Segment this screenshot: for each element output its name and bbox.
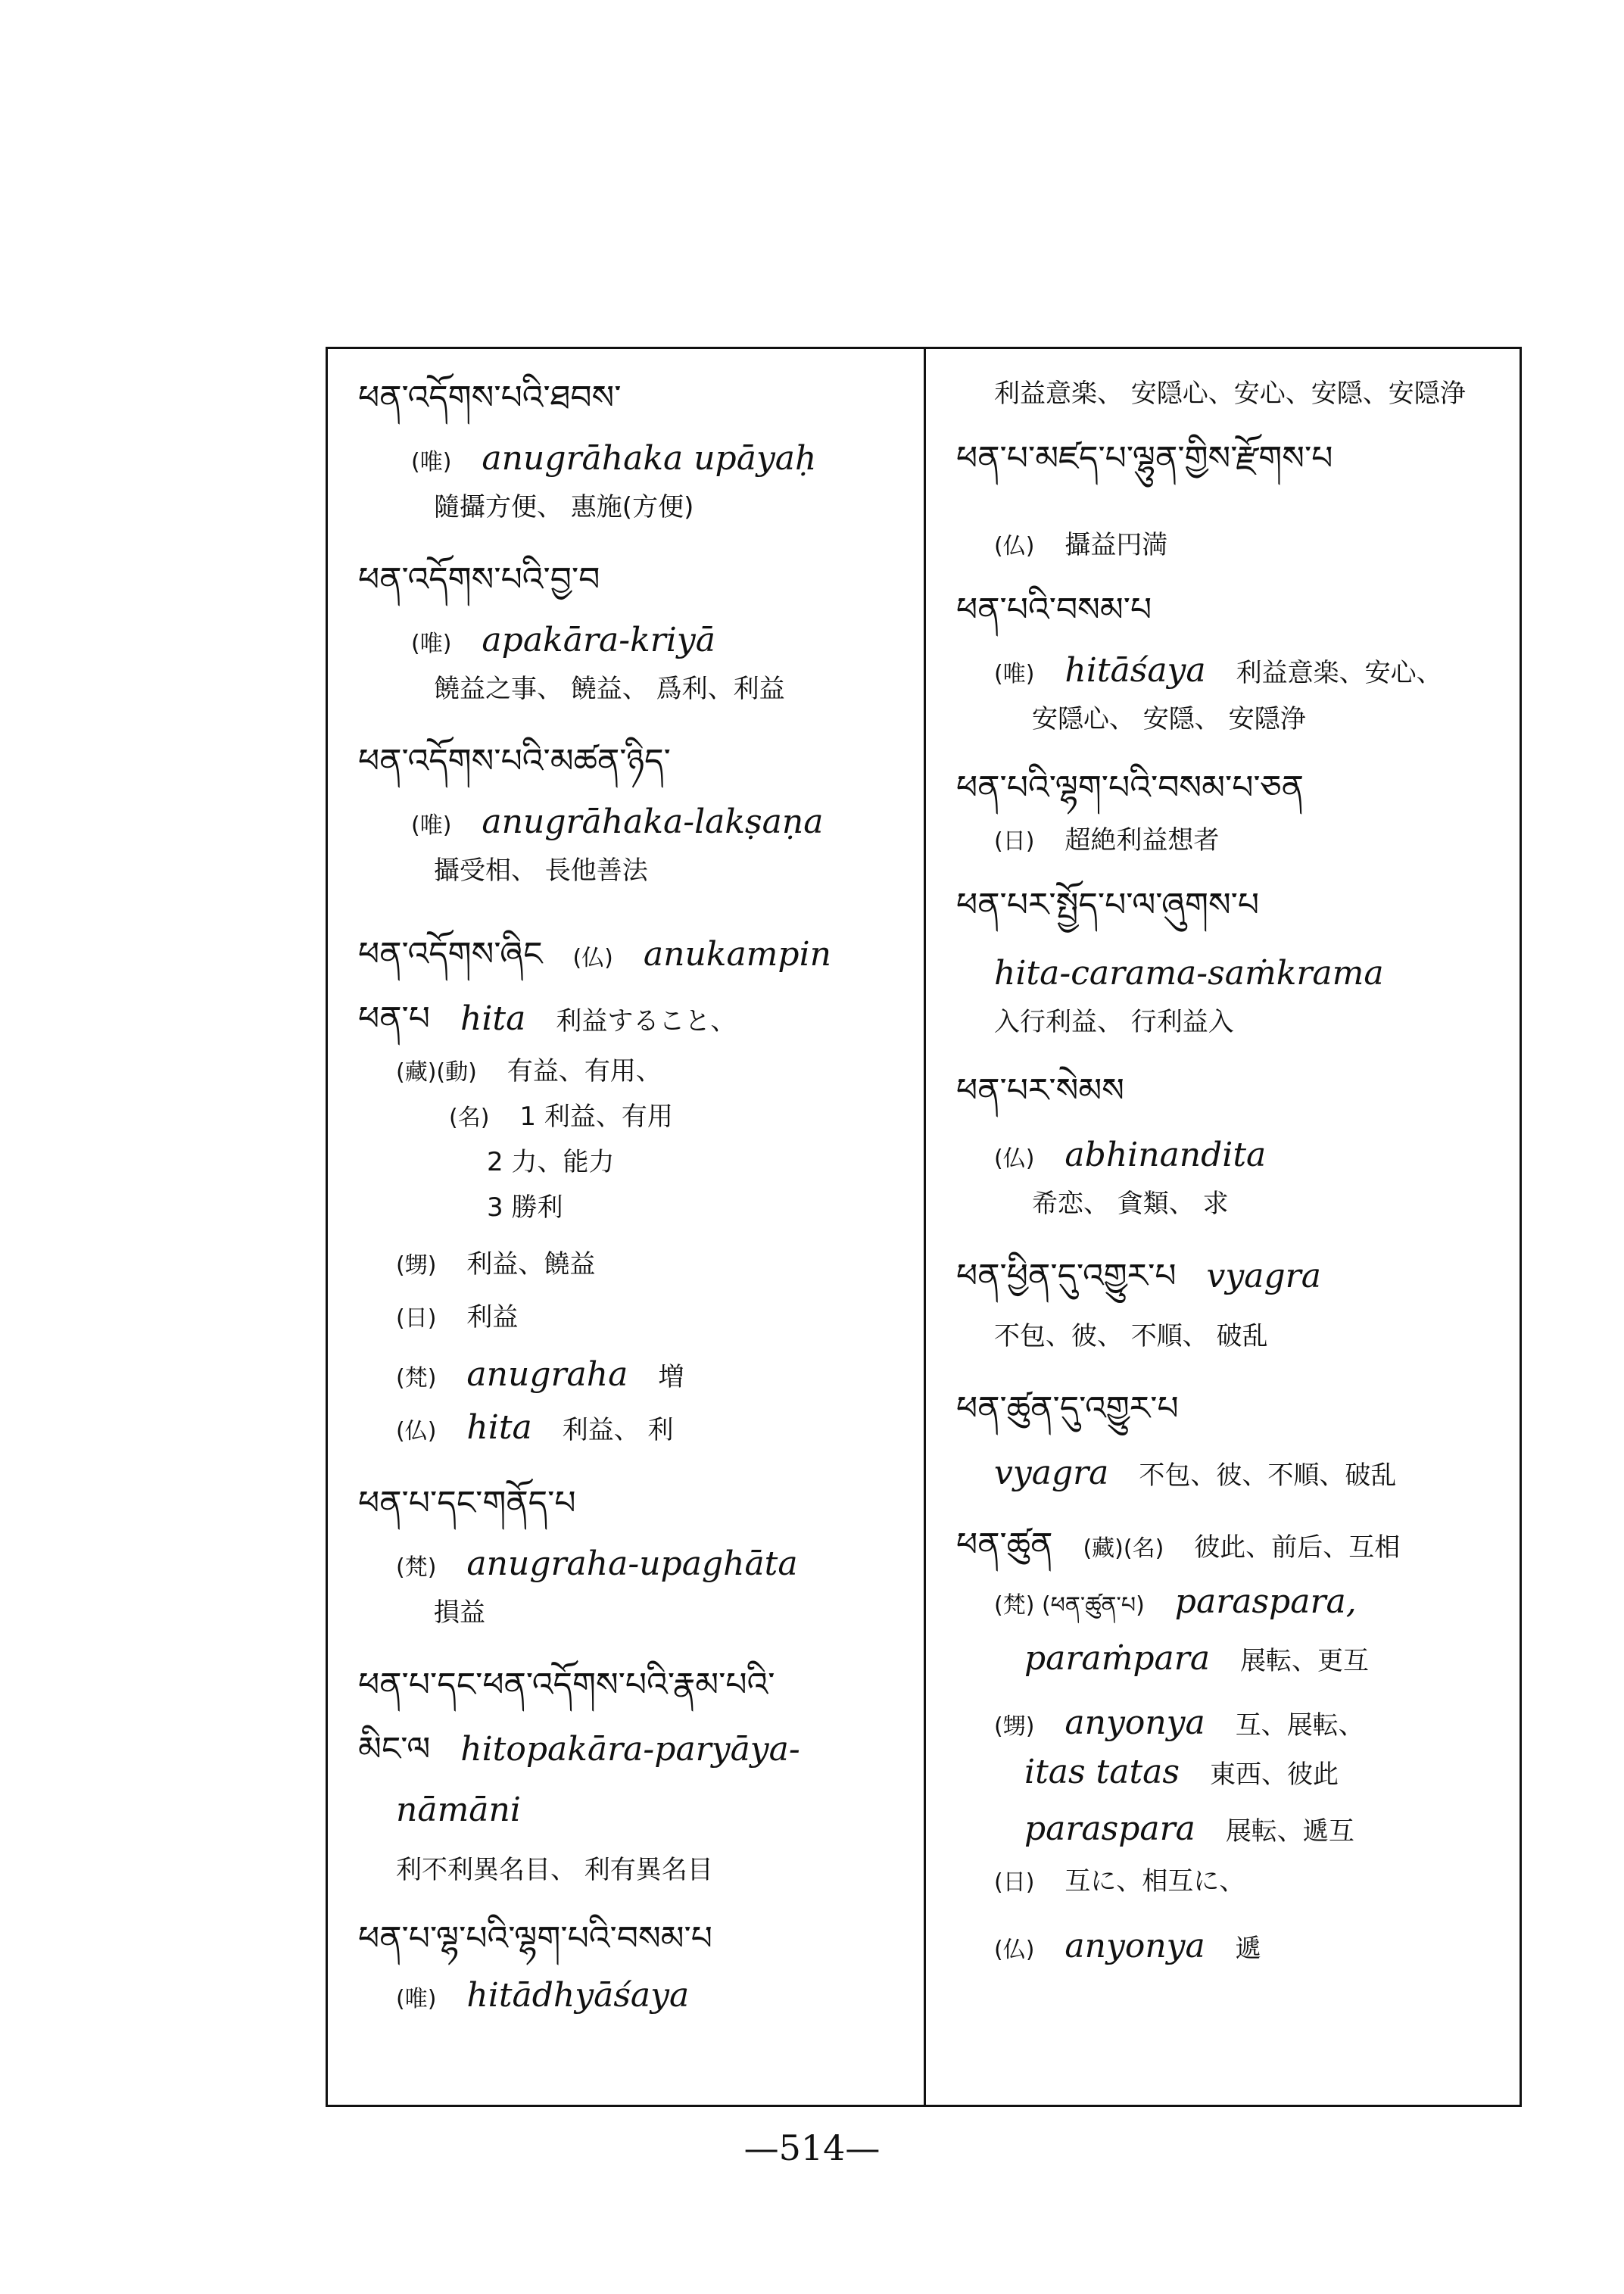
sanskrit-term: anukampin xyxy=(643,935,831,974)
source-tag: (仏) xyxy=(994,1145,1035,1172)
tibetan-headword: ཕན་པ xyxy=(358,999,430,1038)
entry-line xyxy=(396,1856,713,1885)
sanskrit-term: anugrāhaka upāyaḥ xyxy=(482,439,817,478)
sanskrit-term: anyonya xyxy=(1064,1927,1205,1965)
gloss-text: 互、展転、 xyxy=(1235,1710,1364,1741)
tibetan-headword: ཕན་འདོགས་པའི་ཐབས་ xyxy=(358,379,622,417)
entry-line xyxy=(994,1583,1357,1622)
entry-line xyxy=(358,1666,775,1705)
gloss-text: 利益意楽、安心、 xyxy=(1236,658,1442,688)
entry-line xyxy=(396,1977,689,2015)
source-tag: (梵) xyxy=(396,1365,437,1392)
entry-line xyxy=(994,1322,1268,1351)
gloss-text: 利益意楽、 安隠心、安心、安隠、安隠浄 xyxy=(994,379,1466,409)
source-tag: (日) xyxy=(396,1305,437,1332)
sanskrit-term: nāmāni xyxy=(396,1791,521,1829)
gloss-text: 利益、饒益 xyxy=(466,1249,596,1279)
entry-line xyxy=(994,1928,1261,1966)
entry-line xyxy=(956,591,1152,630)
source-tag: (仏) xyxy=(994,533,1035,559)
tibetan-headword: ཕན་པ་དང་ཕན་འདོགས་པའི་རྣམ་པའི་ xyxy=(358,1666,775,1704)
gloss-text: 彼此、前后、互相 xyxy=(1194,1532,1401,1563)
page-number: —514— xyxy=(743,2127,881,2168)
entry-line xyxy=(956,1072,1124,1111)
source-tag: (仏) xyxy=(396,1418,437,1445)
entry-line xyxy=(956,1390,1179,1429)
entry-line xyxy=(396,1057,662,1086)
gloss-text: 損益 xyxy=(434,1597,485,1628)
entry-line xyxy=(487,1193,563,1223)
tibetan-headword: ཕན་པའི་བསམ་པ xyxy=(956,591,1152,629)
entry-line xyxy=(1024,1753,1339,1792)
entry-line xyxy=(434,856,648,886)
entry-line xyxy=(956,769,1304,808)
gloss-text: 饒益之事、 饒益、 爲利、利益 xyxy=(434,674,785,704)
tibetan-headword: ཕན་ཚུན་དུ་འགྱུར་པ xyxy=(956,1389,1179,1428)
source-tag: (唯) xyxy=(994,661,1035,687)
gloss-text: 展転、更互 xyxy=(1240,1646,1370,1676)
gloss-text: 攝益円満 xyxy=(1064,530,1168,560)
gloss-text: 3 勝利 xyxy=(487,1192,563,1223)
gloss-text: 東西、彼此 xyxy=(1209,1759,1339,1790)
column-divider xyxy=(924,347,926,2107)
entry-line xyxy=(358,561,600,600)
source-tag: (仏) xyxy=(994,1937,1035,1963)
entry-line xyxy=(994,379,1466,409)
sanskrit-term: anugraha-upaghāta xyxy=(466,1544,798,1583)
entry-line xyxy=(434,493,694,522)
source-tag: (藏)(動) xyxy=(396,1059,477,1086)
sanskrit-term: paraṁpara xyxy=(1024,1639,1211,1678)
source-tag: (梵) (ཕན་ཚུན་པ) xyxy=(994,1592,1145,1619)
entry-line xyxy=(358,1731,800,1769)
gloss-text: 利益すること、 xyxy=(556,1006,737,1036)
tibetan-headword: ཕན་པ་དང་གནོད་པ xyxy=(358,1484,576,1523)
entry-line xyxy=(358,379,621,418)
source-tag: (梵) xyxy=(396,1554,437,1581)
sanskrit-term: itas tatas xyxy=(1024,1753,1180,1791)
entry-line xyxy=(956,887,1259,925)
sanskrit-term: abhinandita xyxy=(1064,1136,1267,1174)
entry-line xyxy=(449,1102,673,1132)
entry-line xyxy=(358,936,831,974)
entry-line xyxy=(956,1526,1400,1565)
tibetan-headword: ཕན་པར་སྤྱོད་པ་ལ་ཞུགས་པ xyxy=(956,886,1260,924)
source-tag: (甥) xyxy=(396,1252,437,1279)
tibetan-headword: ཕན་འདོགས་པའི་བྱ་བ xyxy=(358,560,600,599)
sanskrit-term: paraspara, xyxy=(1174,1582,1357,1621)
entry-line xyxy=(994,531,1167,560)
entry-line xyxy=(1032,1189,1229,1219)
source-tag: (唯) xyxy=(411,812,452,839)
entry-line xyxy=(956,1258,1321,1296)
entry-line xyxy=(994,1867,1245,1897)
entry-line xyxy=(358,1485,576,1523)
entry-line xyxy=(396,1791,521,1830)
entry-line xyxy=(358,1000,736,1039)
entry-line xyxy=(434,1598,485,1628)
gloss-text: 展転、遞互 xyxy=(1225,1816,1354,1847)
entry-line xyxy=(994,955,1384,993)
source-tag: (名) xyxy=(449,1105,490,1131)
entry-line xyxy=(1032,705,1306,734)
gloss-text: 希恋、 貪類、 求 xyxy=(1032,1189,1229,1219)
entry-line xyxy=(411,440,816,478)
entry-line xyxy=(487,1148,614,1177)
entry-line xyxy=(1024,1640,1369,1678)
entry-line xyxy=(411,803,823,842)
source-tag: (唯) xyxy=(411,449,452,475)
source-tag: (唯) xyxy=(411,631,452,657)
gloss-text: 安隠心、 安隠、 安隠浄 xyxy=(1032,704,1306,734)
entry-line xyxy=(396,1303,518,1332)
source-tag: (甥) xyxy=(994,1713,1035,1740)
entry-line xyxy=(396,1250,595,1279)
entry-line xyxy=(358,1920,712,1959)
sanskrit-term: anugraha xyxy=(466,1355,628,1394)
tibetan-headword: མིང་ལ xyxy=(358,1730,431,1769)
sanskrit-term: hitāśaya xyxy=(1064,651,1206,690)
gloss-text: 利益 xyxy=(466,1302,519,1332)
entry-line xyxy=(358,743,671,781)
gloss-text: 遞 xyxy=(1235,1934,1261,1964)
sanskrit-term: hitopakāra-paryāya- xyxy=(460,1730,800,1769)
gloss-text: 2 力、能力 xyxy=(487,1147,615,1177)
tibetan-headword: ཕན་ཕྱིན་དུ་འགྱུར་པ xyxy=(956,1257,1177,1295)
gloss-text: 利不利異名目、 利有異名目 xyxy=(396,1855,713,1885)
entry-line xyxy=(994,1136,1266,1175)
entry-line xyxy=(1024,1810,1354,1849)
sanskrit-term: hita xyxy=(466,1408,532,1447)
source-tag: (仏) xyxy=(572,945,613,971)
sanskrit-term: vyagra xyxy=(1206,1257,1321,1295)
tibetan-headword: ཕན་པའི་ལྷག་པའི་བསམ་པ་ཅན xyxy=(956,768,1304,807)
tibetan-headword: ཕན་པར་སེམས xyxy=(956,1071,1124,1110)
tibetan-headword: ཕན་པ་མཛད་པ་ལྷུན་གྱིས་རྫོགས་པ xyxy=(956,439,1333,478)
entry-line xyxy=(994,652,1442,690)
sanskrit-term: apakāra-kriyā xyxy=(482,621,715,659)
gloss-text: 超絶利益想者 xyxy=(1064,825,1220,856)
entry-line xyxy=(396,1409,674,1448)
source-tag: (唯) xyxy=(396,1986,437,2012)
tibetan-headword: ཕན་ཚུན xyxy=(956,1526,1053,1564)
gloss-text: 有益、有用、 xyxy=(507,1056,662,1086)
entry-line xyxy=(994,1704,1364,1743)
sanskrit-term: anugrāhaka-lakṣaṇa xyxy=(482,803,824,841)
sanskrit-term: anyonya xyxy=(1064,1703,1205,1742)
gloss-text: 攝受相、 長他善法 xyxy=(434,856,648,886)
sanskrit-term: hitādhyāśaya xyxy=(466,1976,690,2015)
gloss-text: 不包、彼、不順、破乱 xyxy=(1139,1460,1397,1491)
entry-line xyxy=(396,1545,798,1584)
entry-line xyxy=(396,1356,684,1395)
entry-line xyxy=(411,622,715,660)
gloss-text: 1 利益、有用 xyxy=(519,1102,673,1132)
gloss-text: 隨攝方便、 惠施(方便) xyxy=(434,492,694,522)
entry-line xyxy=(956,440,1333,478)
entry-line xyxy=(434,675,785,704)
entry-line xyxy=(994,1008,1234,1037)
entry-line xyxy=(994,1454,1396,1493)
source-tag: (藏)(名) xyxy=(1083,1535,1164,1562)
sanskrit-term: hita-carama-saṁkrama xyxy=(994,954,1384,993)
gloss-text: 互に、相互に、 xyxy=(1064,1866,1245,1897)
gloss-text: 増 xyxy=(658,1362,684,1392)
tibetan-headword: ཕན་འདོགས་པའི་མཚན་ཉིད་ xyxy=(358,742,671,781)
tibetan-headword: ཕན་འདོགས་ཞིང xyxy=(358,935,543,974)
source-tag: (日) xyxy=(994,1869,1035,1896)
source-tag: (日) xyxy=(994,828,1035,855)
gloss-text: 入行利益、 行利益入 xyxy=(994,1007,1234,1037)
gloss-text: 不包、彼、 不順、 破乱 xyxy=(994,1321,1268,1351)
sanskrit-term: hita xyxy=(460,999,526,1038)
sanskrit-term: paraspara xyxy=(1024,1809,1195,1848)
tibetan-headword: ཕན་པ་ལྷ་པའི་ལྷག་པའི་བསམ་པ xyxy=(358,1919,712,1958)
sanskrit-term: vyagra xyxy=(994,1454,1109,1492)
entry-line xyxy=(994,826,1219,856)
gloss-text: 利益、 利 xyxy=(562,1415,674,1445)
